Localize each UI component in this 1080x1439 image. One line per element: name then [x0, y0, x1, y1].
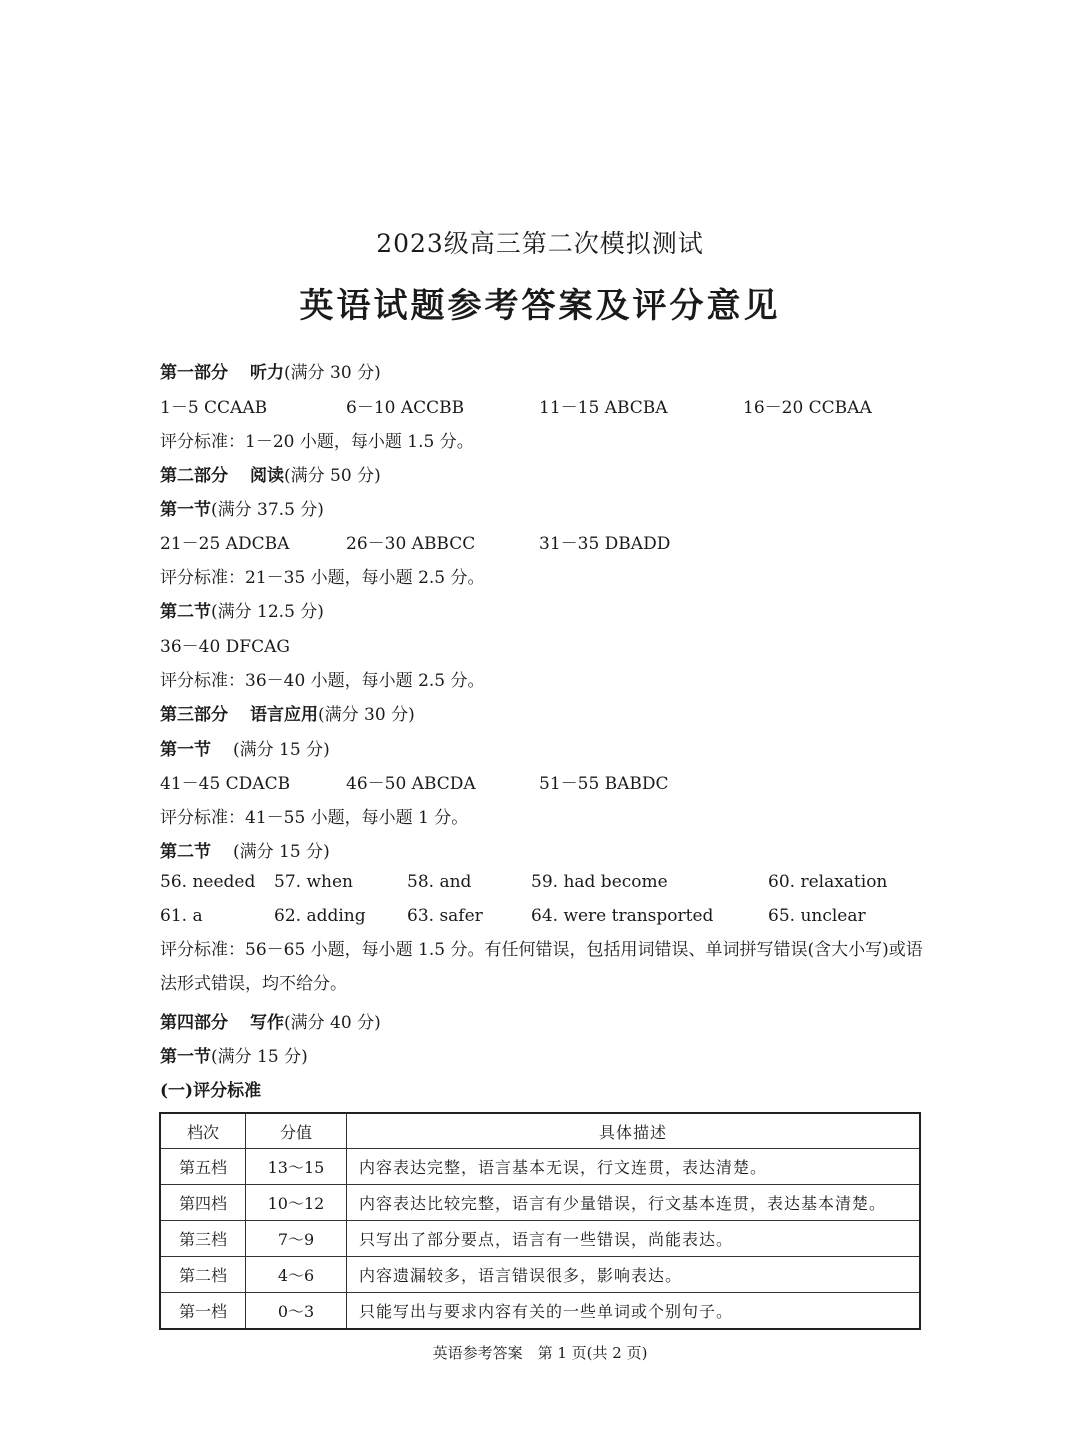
score-range: 13～15 [246, 1149, 347, 1185]
grade-description: 只能写出与要求内容有关的一些单词或个别句子。 [347, 1293, 921, 1330]
section-label: 第一节 [160, 500, 211, 520]
part3-score: (满分 30 分) [318, 705, 415, 725]
part4-label: 第四部分 [160, 1013, 228, 1033]
part2-section2-heading [160, 597, 324, 622]
table-row [160, 1293, 920, 1330]
part1-label: 第一部分 [160, 363, 228, 383]
table-row [160, 1149, 920, 1185]
answer-item: 62. adding [274, 906, 366, 926]
document-title: 英语试题参考答案及评分意见 [299, 286, 781, 326]
section-score: (满分 15 分) [233, 842, 330, 862]
grade-level: 第四档 [160, 1185, 246, 1221]
part3-label: 第三部分 [160, 705, 228, 725]
answer-group: 41－45 CDACB [160, 774, 291, 794]
part3-section1-heading [160, 735, 330, 760]
section-label: 第一节 [160, 1047, 211, 1067]
score-range: 0～3 [246, 1293, 347, 1330]
answer-item: 57. when [274, 872, 353, 892]
column-header: 具体描述 [347, 1113, 921, 1149]
answer-group: 6－10 ACCBB [346, 398, 465, 418]
answer-item: 56. needed [160, 872, 256, 892]
page-footer: 英语参考答案 第 1 页(共 2 页) [432, 1344, 648, 1362]
part2-title: 阅读 [250, 466, 284, 486]
answer-item: 65. unclear [768, 906, 866, 926]
answer-group: 36－40 DFCAG [160, 637, 290, 657]
answer-group: 11－15 ABCBA [539, 398, 668, 418]
grade-level: 第五档 [160, 1149, 246, 1185]
score-range: 10～12 [246, 1185, 347, 1221]
answer-item: 60. relaxation [768, 872, 888, 892]
part1-criteria: 评分标准：1－20 小题，每小题 1.5 分。 [160, 432, 474, 452]
part3-section2-heading [160, 837, 330, 862]
exam-title: 2023级高三第二次模拟测试 [376, 229, 704, 258]
part2-section1-criteria: 评分标准：21－35 小题，每小题 2.5 分。 [160, 568, 485, 588]
grade-description: 内容遗漏较多，语言错误很多，影响表达。 [347, 1257, 921, 1293]
part3-section1-criteria: 评分标准：41－55 小题，每小题 1 分。 [160, 808, 469, 828]
table-row [160, 1221, 920, 1257]
section-score: (满分 12.5 分) [211, 602, 324, 622]
column-header: 档次 [160, 1113, 246, 1149]
criteria-heading: (一)评分标准 [160, 1081, 262, 1101]
part1-title: 听力 [250, 363, 284, 383]
section-label: 第二节 [160, 602, 211, 622]
grade-description: 内容表达完整，语言基本无误，行文连贯，表达清楚。 [347, 1149, 921, 1185]
score-range: 7～9 [246, 1221, 347, 1257]
answer-item: 58. and [407, 872, 472, 892]
grade-description: 内容表达比较完整，语言有少量错误，行文基本连贯，表达基本清楚。 [347, 1185, 921, 1221]
answer-item: 64. were transported [531, 906, 714, 926]
answer-group: 46－50 ABCDA [346, 774, 476, 794]
grading-table [159, 1112, 921, 1330]
table-header-row [160, 1113, 920, 1149]
table-row [160, 1185, 920, 1221]
answer-group: 21－25 ADCBA [160, 534, 290, 554]
answer-group: 16－20 CCBAA [743, 398, 872, 418]
grade-level: 第二档 [160, 1257, 246, 1293]
part3-section2-criteria: 评分标准：56－65 小题，每小题 1.5 分。有任何错误，包括用词错误、单词拼写错误(含大小写)或语法形式错误，均不给分。 [160, 940, 923, 994]
part2-section1-heading [160, 495, 324, 520]
part2-label: 第二部分 [160, 466, 228, 486]
part4-heading [160, 1008, 381, 1033]
part1-score: (满分 30 分) [284, 363, 381, 383]
column-header: 分值 [246, 1113, 347, 1149]
grade-description: 只写出了部分要点，语言有一些错误，尚能表达。 [347, 1221, 921, 1257]
answer-group: 1－5 CCAAB [160, 398, 268, 418]
answer-item: 59. had become [531, 872, 668, 892]
answer-group: 31－35 DBADD [539, 534, 671, 554]
part3-heading [160, 700, 415, 725]
score-range: 4～6 [246, 1257, 347, 1293]
part3-title: 语言应用 [250, 705, 318, 725]
section-score: (满分 15 分) [233, 740, 330, 760]
section-label: 第一节 [160, 740, 211, 760]
answer-group: 51－55 BABDC [539, 774, 669, 794]
part2-heading [160, 461, 381, 486]
answer-item: 63. safer [407, 906, 483, 926]
section-label: 第二节 [160, 842, 211, 862]
part2-section2-criteria: 评分标准：36－40 小题，每小题 2.5 分。 [160, 671, 485, 691]
part2-score: (满分 50 分) [284, 466, 381, 486]
section-score: (满分 15 分) [211, 1047, 308, 1067]
part4-title: 写作 [250, 1013, 284, 1033]
answer-group: 26－30 ABBCC [346, 534, 476, 554]
part4-section1-heading [160, 1042, 308, 1067]
part4-score: (满分 40 分) [284, 1013, 381, 1033]
answer-item: 61. a [160, 906, 203, 926]
table-row [160, 1257, 920, 1293]
section-score: (满分 37.5 分) [211, 500, 324, 520]
part1-heading [160, 358, 381, 383]
grade-level: 第一档 [160, 1293, 246, 1330]
grade-level: 第三档 [160, 1221, 246, 1257]
